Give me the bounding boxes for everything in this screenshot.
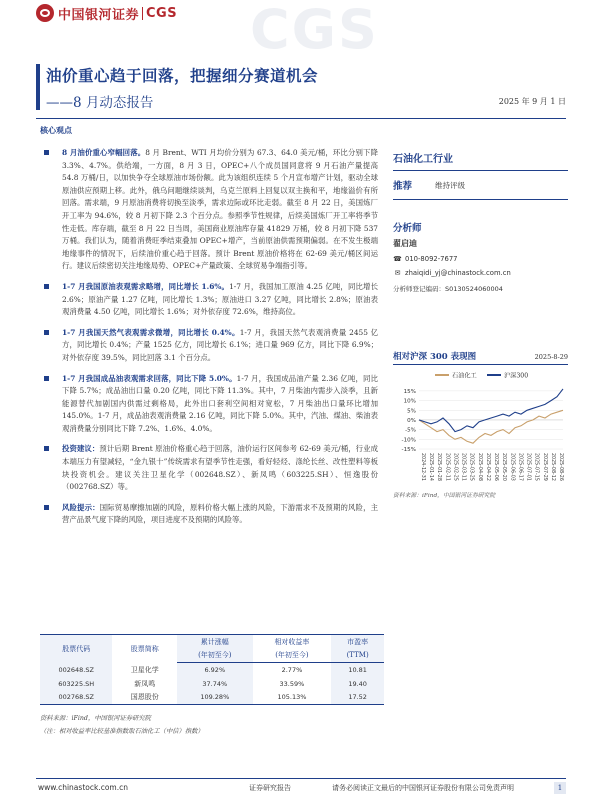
rating-row xyxy=(393,171,568,200)
chart-title: 相对沪深 300 表现图 xyxy=(393,352,477,362)
chart-series xyxy=(419,389,563,443)
x-tick-label: 2024-12-31 xyxy=(420,453,425,481)
cumulative-gain: 37.74% xyxy=(177,677,253,691)
chart-svg xyxy=(393,365,568,483)
core-view-label: 核心观点 xyxy=(40,125,72,135)
main-content xyxy=(38,147,378,527)
bullet-text: 1-7 月，我国加工原油 4.25 亿吨，同比增长 2.6%；原油产量 1.27 亿吨，同比增长 1.3%；原油进口 3.27 亿吨，同比增长 2.8%；原油表观消费量 4.50 亿吨，同比增长 1.6%；对外依存度 72.6%，维持高位。 xyxy=(62,281,378,317)
column-subheader: (年初至今) xyxy=(253,649,332,663)
brand-logo xyxy=(36,4,177,22)
email-address: zhaiqidi_yj@chinastock.com.cn xyxy=(405,269,511,277)
report-date: 2025 年 9 月 1 日 xyxy=(498,97,566,106)
bullet-square-icon xyxy=(44,284,49,289)
x-tick-label: 2025-01-14 xyxy=(428,453,434,481)
footer-divider xyxy=(36,778,566,779)
x-tick-label: 2025-06-03 xyxy=(509,453,515,481)
phone-icon: ☎ xyxy=(393,255,402,263)
title-accent-bar xyxy=(36,64,40,110)
legend-label: 石油化工 xyxy=(452,372,477,380)
table-source: 资料来源：iFind，中国银河证券研究院 xyxy=(40,715,151,722)
bullet-square-icon xyxy=(44,330,49,335)
galaxy-logo-icon xyxy=(36,4,54,22)
bullet-text: 1-7 月，我国天然气表观消费量 2455 亿方，同比增长 0.4%；产量 1525 亿方，同比增长 6.1%；进口量 969 亿方，同比下降 6.9%；对外依存度 39.5%，同比回落 3.1 个百分点。 xyxy=(62,327,378,362)
x-tick-label: 2025-03-25 xyxy=(468,453,474,481)
sidebar xyxy=(393,140,568,293)
bullet-text: 预计后期 Brent 原油价格重心趋于回落，油价运行区间参考 62-69 美元/桶，行业成本端压力有望减轻，“金九银十”传统需求有望季节性走强，看好轻烃、涤纶长丝、改性塑料等板块投资机会。建议关注卫星化学（002648.SZ）、新凤鸣（603225.SH）、恒逸股份（002768.SZ）等。 xyxy=(62,444,378,492)
analyst-registration: 分析师登记编码：S0130524060004 xyxy=(393,285,503,293)
x-tick-label: 2025-07-15 xyxy=(533,453,539,481)
x-tick-label: 2025-08-26 xyxy=(558,453,563,481)
chart-date: 2025-8-29 xyxy=(534,353,568,361)
stock-code: 603225.SH xyxy=(40,677,112,691)
chart-legend xyxy=(435,372,528,380)
bullet-lead: 1-7 月我国天然气表观需求微增，同比增长 0.4%。 xyxy=(62,327,240,337)
bullet-text: 8 月 Brent、WTI 月均价分别为 67.3、64.0 美元/桶，环比分别下降 3.3%、4.7%。供给端，一方面，8 月 3 日，OPEC+八个成员国同意将 9 月石油产量提高 54.8 万桶/日，以加快争夺全球原油市场份额。此为该组织连续 5 个月宣布增产计划，驱动全球原油供应预期上移。此外，俄乌问题继续谈判，乌克兰原料上回复以双主换和平，地缘溢价有所回落。需求端，9 月原油消费将切换至淡季，需求边际或环比走弱。截至 8 月 22 日，美国炼厂开工率为 94.6%，较 8 月初下降 2.3 个百分点。参照季节性规律，后续美国炼厂开工率将季节性走低。库存端，截至 8 月 22 日当周，美国商业原油库存量 41829 万桶，较 8 月初下降 537 万桶。我们认为，随着消费旺季结束叠加 OPEC+增产，当前原油供需预期偏弱。在不发生极端地缘事件的情况下，后续油价重心趋于回落。预计 Brent 原油价格将在 62-69 美元/桶区间运行。建议后续密切关注地缘局势、OPEC+产量政策、全球贸易争端指引等。 xyxy=(62,148,378,271)
column-header: 股票代码 xyxy=(40,635,112,663)
y-tick-label: -15% xyxy=(401,447,416,453)
bullet-investment-advice xyxy=(38,443,378,493)
column-header: 股票简称 xyxy=(112,635,177,663)
page-number: 1 xyxy=(554,782,566,794)
bullet-risk-warning xyxy=(38,502,378,527)
stock-name: 新凤鸣 xyxy=(134,679,156,688)
pe-ratio: 19.40 xyxy=(331,677,384,691)
pe-ratio: 17.52 xyxy=(331,691,384,705)
stock-name: 国恩股份 xyxy=(112,691,177,705)
report-subtitle: ——8 月动态报告 xyxy=(46,95,154,111)
relative-return: 2.77% xyxy=(281,665,303,674)
x-tick-label: 2025-08-12 xyxy=(549,453,555,481)
y-tick-label: 15% xyxy=(403,388,416,395)
x-tick-label: 2025-02-11 xyxy=(444,453,450,481)
legend-label: 沪深300 xyxy=(504,372,529,380)
x-tick-label: 2025-03-11 xyxy=(460,453,466,481)
bullet-oil-price xyxy=(38,147,378,273)
bullet-gas-demand xyxy=(38,327,378,365)
chart-source: 资料来源：iFind，中国银河证券研究院 xyxy=(393,493,496,499)
chart-x-axis xyxy=(420,453,564,481)
y-tick-label: -5% xyxy=(405,427,416,434)
x-tick-label: 2025-05-06 xyxy=(493,453,499,481)
series-line xyxy=(419,410,563,443)
cumulative-gain: 109.28% xyxy=(177,691,253,705)
stock-table xyxy=(40,634,384,705)
bullet-square-icon xyxy=(44,376,49,381)
x-tick-label: 2025-07-01 xyxy=(525,453,531,481)
chart-y-axis xyxy=(402,389,416,453)
y-tick-label: 10% xyxy=(403,398,416,405)
stock-code: 002648.SZ xyxy=(40,663,112,677)
chart-title-row xyxy=(393,350,568,365)
stock-name: 卫星化学 xyxy=(130,665,159,674)
relative-return: 105.13% xyxy=(253,691,332,705)
bullet-refined-oil xyxy=(38,373,378,436)
x-tick-label: 2025-06-17 xyxy=(517,453,523,481)
bullet-text: 国际贸易摩擦加剧的风险，原料价格大幅上涨的风险，下游需求不及预期的风险，主营产品景气度下降的风险，项目进度不及预期的风险等。 xyxy=(62,502,378,525)
title-divider xyxy=(36,118,566,119)
phone-number: 010-8092-7677 xyxy=(405,255,458,263)
analyst-email xyxy=(393,269,568,277)
brand-name: 中国银河证券 xyxy=(58,7,140,23)
pe-ratio: 10.81 xyxy=(331,663,384,677)
report-title: 油价重心趋于回落，把握细分赛道机会 xyxy=(46,66,319,85)
analyst-heading: 分析师 xyxy=(393,223,422,234)
x-tick-label: 2025-02-25 xyxy=(452,453,458,481)
rating-label: 推荐 xyxy=(393,181,413,192)
footer-disclaimer: 请务必阅读正文最后的中国银河证券股份有限公司免责声明 xyxy=(332,784,514,792)
column-header: 累计涨幅 xyxy=(177,635,253,649)
x-tick-label: 2025-01-28 xyxy=(436,453,442,481)
column-subheader: (TTM) xyxy=(331,649,384,663)
bullet-crude-demand xyxy=(38,281,378,319)
analyst-phone xyxy=(393,255,568,263)
cumulative-gain: 6.92% xyxy=(177,663,253,677)
bullet-lead: 8 月油价重心窄幅回落。 xyxy=(62,148,146,157)
bullet-lead: 1-7 月我国成品油表观需求回落，同比下降 5.0%。 xyxy=(62,373,237,383)
email-icon: ✉ xyxy=(394,269,401,277)
industry-name: 石油化工行业 xyxy=(393,140,568,171)
table-row xyxy=(40,663,384,677)
bullet-lead: 投资建议： xyxy=(62,444,100,454)
bullet-square-icon xyxy=(44,150,49,155)
brand-code: CGS xyxy=(146,5,178,21)
table-footnote: （注：相对收益率比较基准指数取石油化工（中信）指数） xyxy=(40,728,204,735)
x-tick-label: 2025-07-29 xyxy=(541,453,547,481)
table-row xyxy=(40,691,384,705)
y-tick-label: 5% xyxy=(407,408,416,415)
footer-website[interactable]: www.chinastock.com.cn xyxy=(38,783,128,792)
bullet-lead: 1-7 月我国原油表观需求略增，同比增长 1.6%。 xyxy=(62,281,230,291)
page-header xyxy=(0,0,600,60)
bullet-square-icon xyxy=(44,446,49,451)
bullet-text: 1-7 月，我国成品油产量 2.36 亿吨，同比下降 5.7%；成品油出口量 0.20 亿吨，同比下降 11.3%。其中，7 月柴油内需步入淡季，且新能源替代加剧国内供需过剩格局，此外出口套利空间相对宽松，7 月柴油出口量环比增加 145.0%。1-7 月，成品油表观消费量 2.16 亿吨，同比下降 5.0%。其中，汽油、煤油、柴油表观消费量分别同比下降 7.2%、1.6%、4.0%。 xyxy=(62,373,378,433)
x-tick-label: 2025-04-08 xyxy=(476,453,482,481)
table-header-row xyxy=(40,635,384,649)
column-header: 市盈率 xyxy=(331,635,384,649)
x-tick-label: 2025-04-22 xyxy=(484,453,490,481)
cgs-watermark: CGS xyxy=(250,0,379,61)
logo-divider xyxy=(142,7,143,20)
rating-value: 维持评级 xyxy=(435,180,465,190)
footer-category: 证券研究报告 xyxy=(249,784,291,792)
relative-performance-chart xyxy=(393,350,568,499)
bullet-lead: 风险提示： xyxy=(62,502,100,512)
column-subheader: (年初至今) xyxy=(177,649,253,663)
relative-return: 33.59% xyxy=(279,679,305,688)
stock-code: 002768.SZ xyxy=(40,691,112,705)
analyst-name: 翟启迪 xyxy=(393,238,417,248)
table-notes xyxy=(40,712,204,738)
column-header: 相对收益率 xyxy=(253,635,332,649)
bullet-square-icon xyxy=(44,505,49,510)
y-tick-label: 0% xyxy=(407,417,416,424)
table-row xyxy=(40,677,384,691)
x-tick-label: 2025-05-20 xyxy=(501,453,507,481)
y-tick-label: -10% xyxy=(401,437,416,444)
